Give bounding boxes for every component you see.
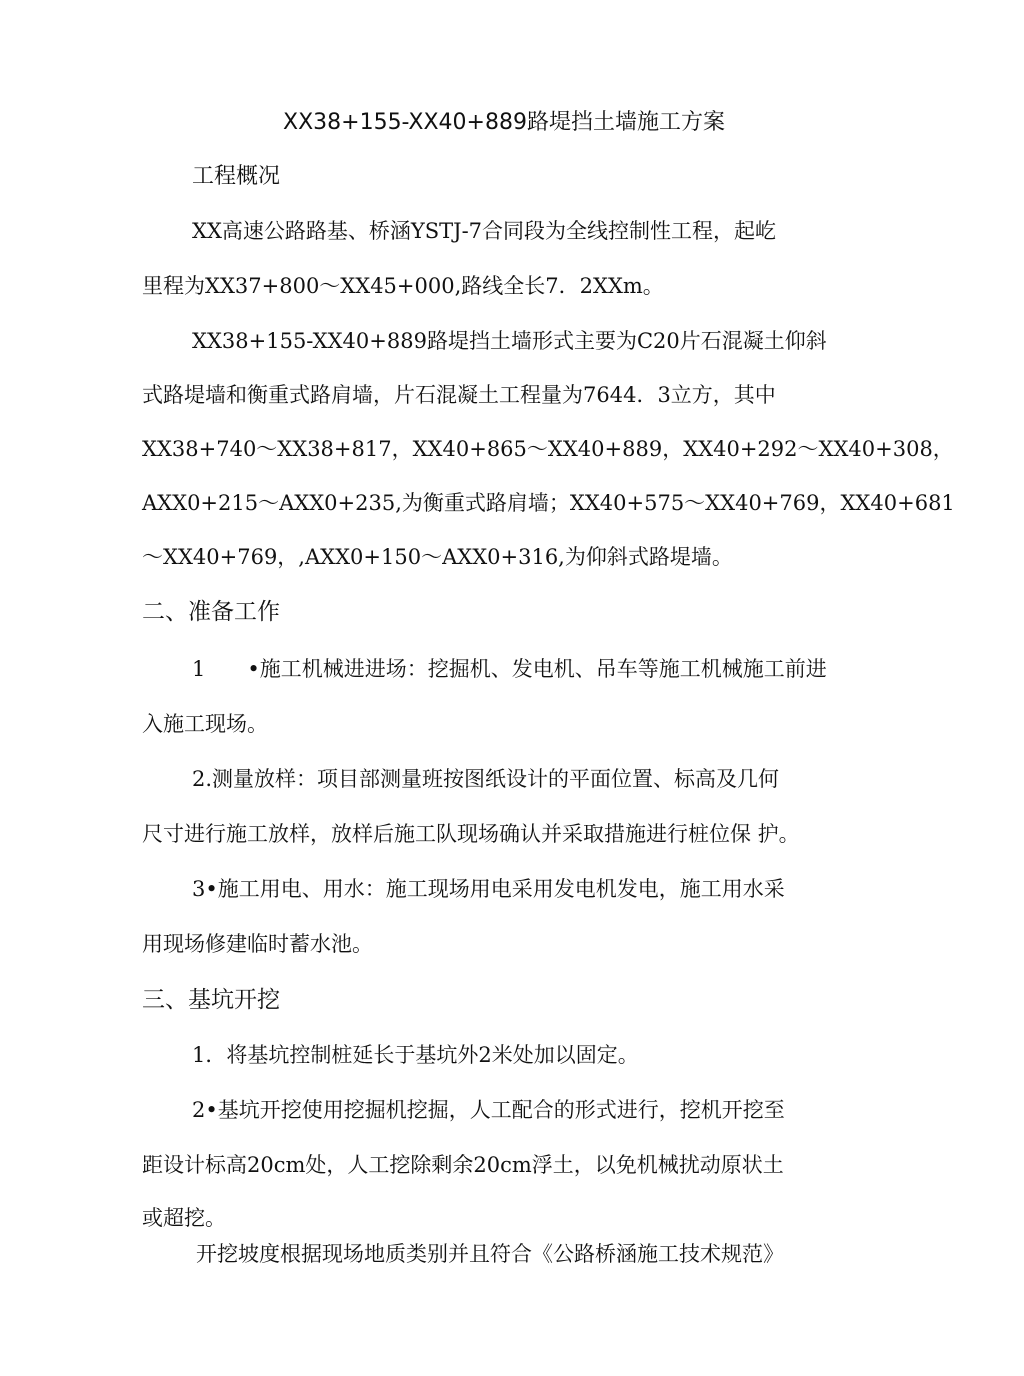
paragraph-line: 里程为XX37+800～XX45+000,路线全长7．2XXm。 <box>142 274 664 298</box>
paragraph-line: 开挖坡度根据现场地质类别并且符合《公路桥涵施工技术规范》 <box>196 1242 784 1266</box>
paragraph-line: 2•基坑开挖使用挖掘机挖掘，人工配合的形式进行，挖机开挖至 <box>192 1098 785 1122</box>
section-heading-preparation: 二、准备工作 <box>142 599 280 625</box>
paragraph-line: 距设计标高20cm处，人工挖除剩余20cm浮土，以免机械扰动原状土 <box>142 1153 784 1177</box>
paragraph-line: 式路堤墙和衡重式路肩墙，片石混凝土工程量为7644．3立方，其中 <box>142 383 776 407</box>
paragraph-line: 入施工现场。 <box>142 712 268 736</box>
paragraph-line: XX高速公路路基、桥涵YSTJ-7合同段为全线控制性工程，起屹 <box>192 219 777 243</box>
paragraph-line: ～XX40+769，,AXX0+150～AXX0+316,为仰斜式路堤墙。 <box>142 545 733 569</box>
paragraph-line: 2.测量放样：项目部测量班按图纸设计的平面位置、标高及几何 <box>192 767 780 791</box>
section-heading-excavation: 三、基坑开挖 <box>142 987 280 1013</box>
paragraph-line: 3•施工用电、用水：施工现场用电采用发电机发电，施工用水采 <box>192 877 785 901</box>
paragraph-line: XX38+740～XX38+817，XX40+865～XX40+889，XX40+292～XX40+308， <box>142 437 954 461</box>
paragraph-line: 或超挖。 <box>142 1206 226 1230</box>
paragraph-line: 尺寸进行施工放样，放样后施工队现场确认并采取措施进行桩位保 护。 <box>142 822 800 846</box>
paragraph-line: 1 •施工机械进进场：挖掘机、发电机、吊车等施工机械施工前进 <box>192 657 827 681</box>
section-heading-overview: 工程概况 <box>192 164 281 189</box>
paragraph-line: XX38+155-XX40+889路堤挡土墙形式主要为C20片石混凝土仰斜 <box>192 329 827 353</box>
paragraph-line: 1．将基坑控制桩延长于基坑外2米处加以固定。 <box>192 1043 639 1067</box>
document-title: XX38+155-XX40+889路堤挡土墙施工方案 <box>283 110 725 135</box>
paragraph-line: AXX0+215～AXX0+235,为衡重式路肩墙；XX40+575～XX40+769，XX40+681 <box>142 491 955 515</box>
paragraph-line: 用现场修建临时蓄水池。 <box>142 932 373 956</box>
